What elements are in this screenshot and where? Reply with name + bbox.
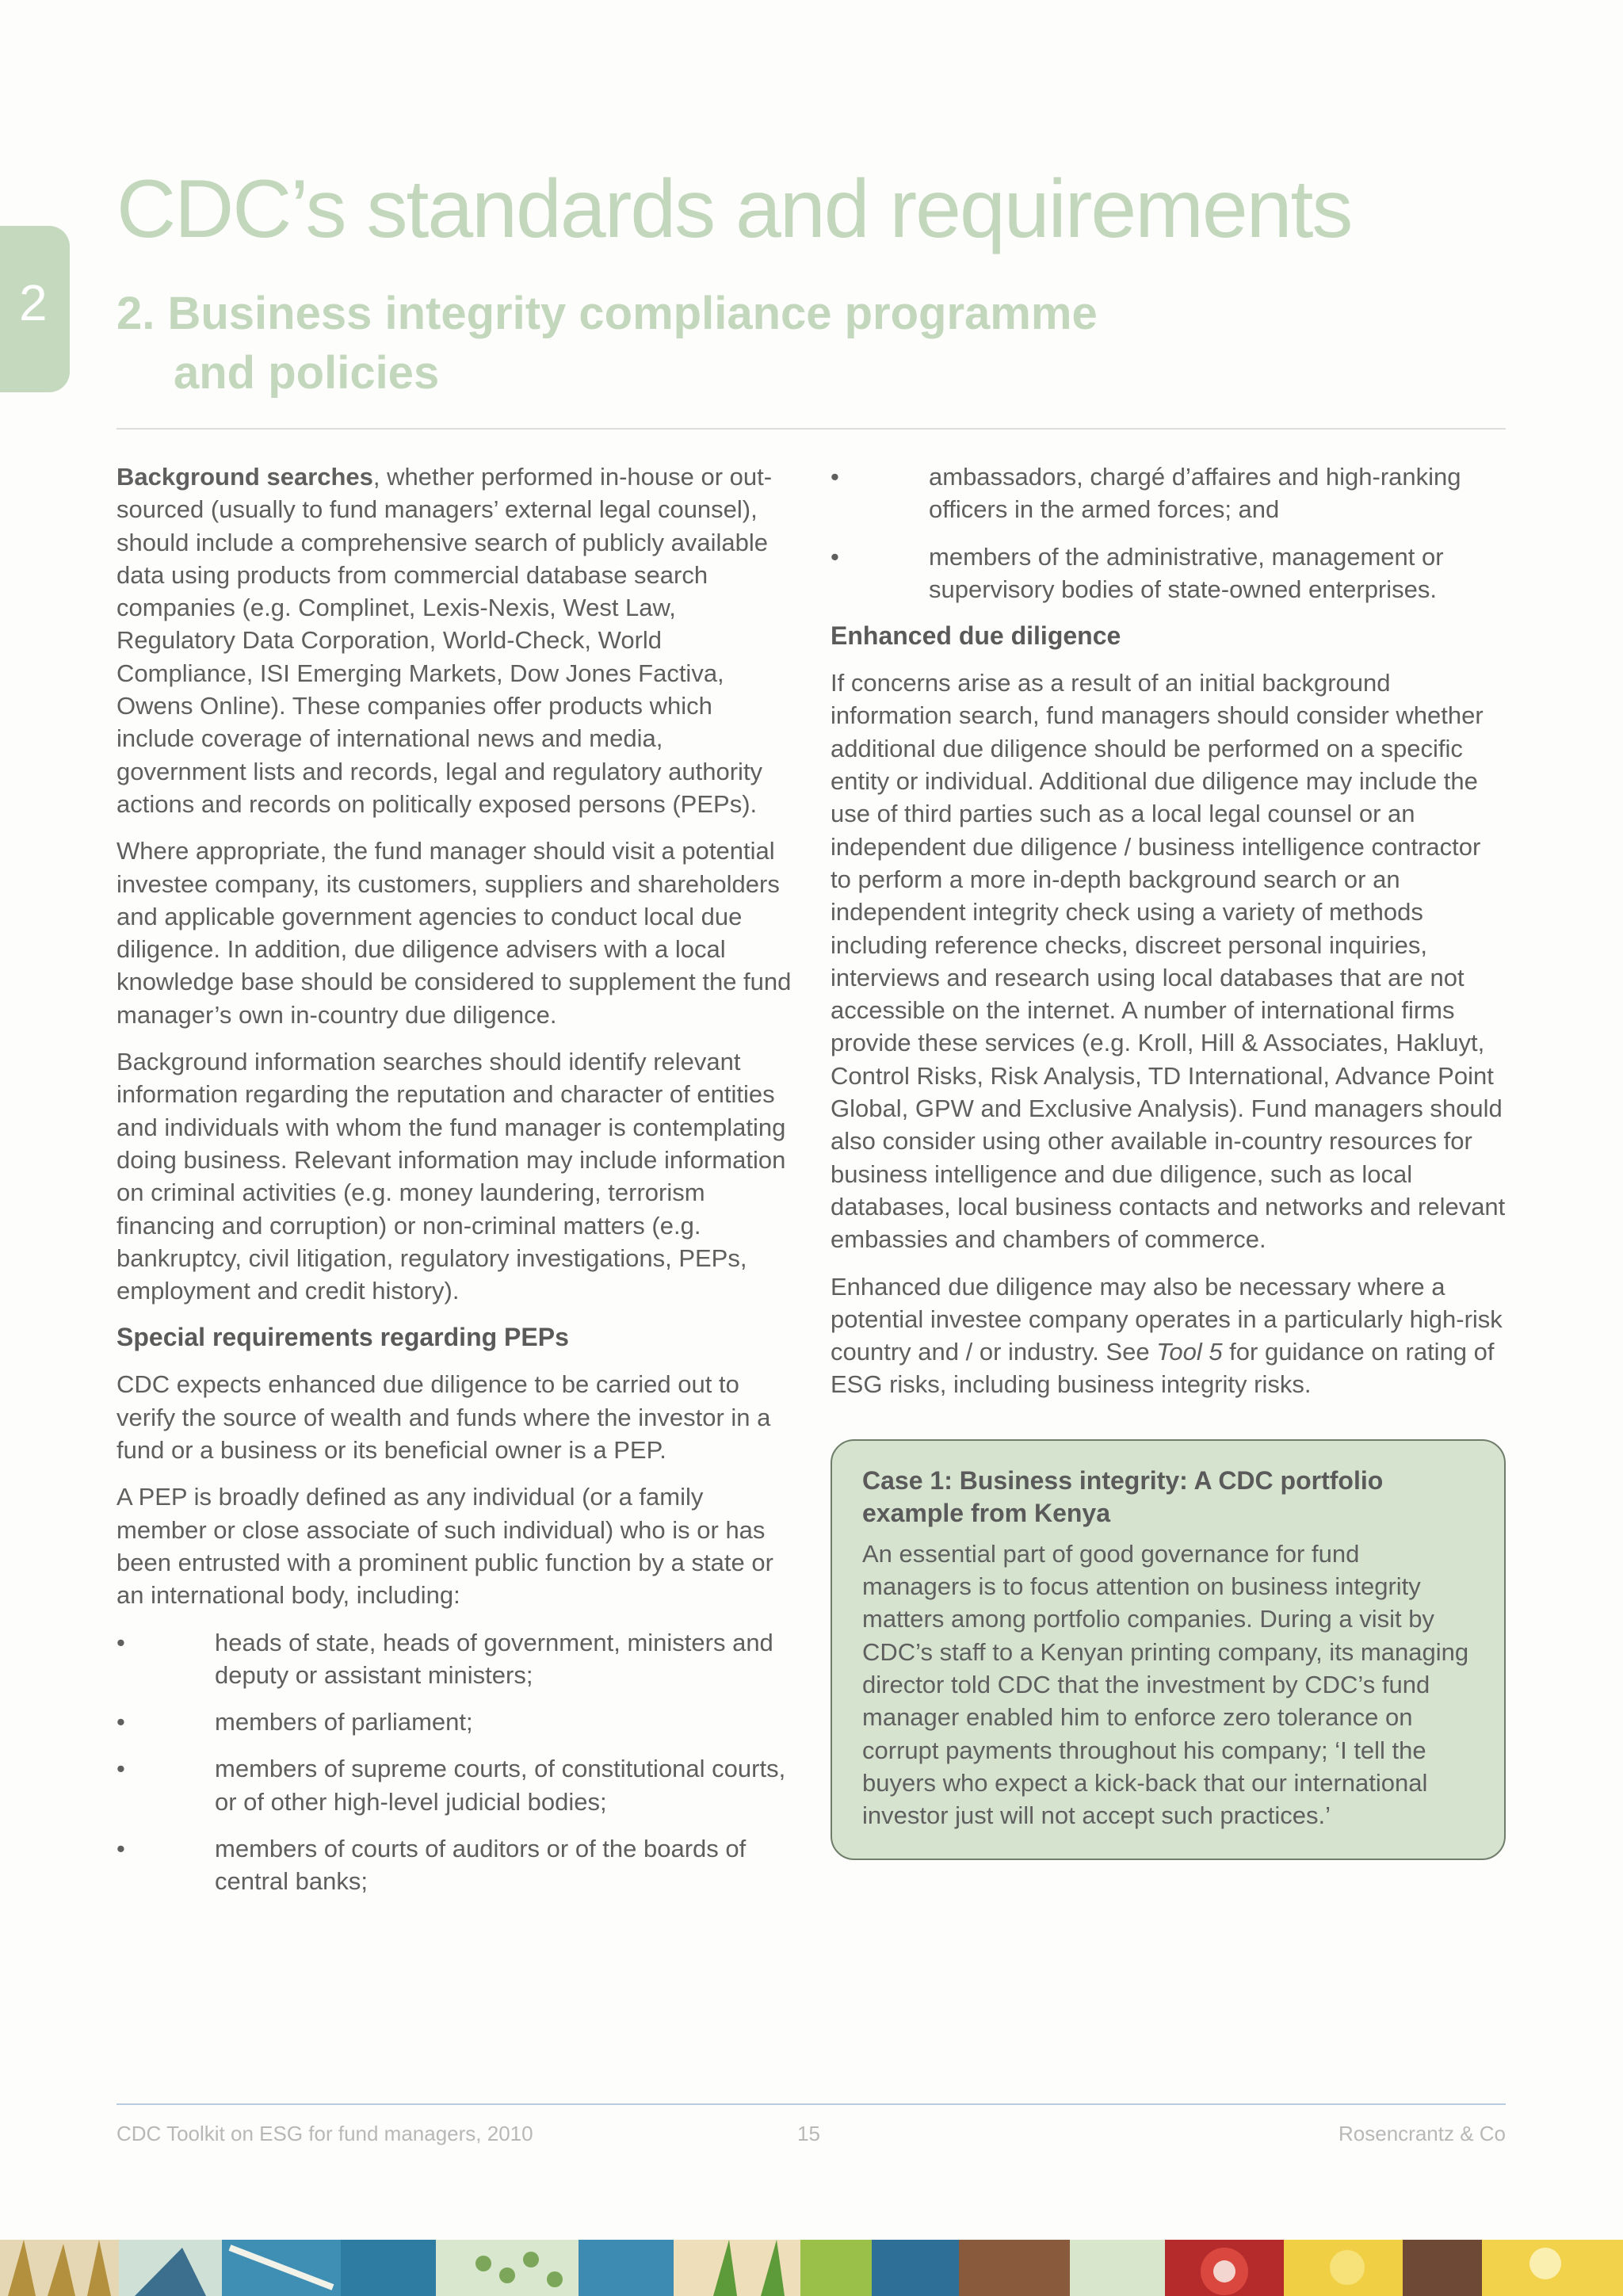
list-item: • members of courts of auditors or of the boards of central banks;	[116, 1832, 792, 1898]
heading-peps: Special requirements regarding PEPs	[116, 1323, 569, 1352]
paragraph-pep-definition: A PEP is broadly defined as any individual (or a family member or close associate of such individual) who is or has been entrusted with a prominent public function by a state or an international body, including:	[116, 1483, 773, 1610]
paragraph-background-searches: Background searches, whether performed in-house or out-sourced (usually to fund managers’ external legal counsel), should include a comprehensive search of publicly available data using products from commercial database search companies (e.g. Complinet, Lexis-Nexis, West Law, Regulatory Data Corporation, World-Check, World Compliance, ISI Emerging Markets, Dow Jones Factiva, Owens Online). These companies offer products which include coverage of international news and media, government lists and records, legal and regulatory authority actions and records on politically exposed persons (PEPs).	[116, 463, 773, 818]
bullet: •	[116, 1708, 125, 1736]
list-item: • members of parliament;	[116, 1706, 792, 1738]
decorative-pattern-strip	[0, 2240, 1623, 2296]
left-column	[116, 460, 792, 1912]
chapter-number: 2	[19, 274, 48, 331]
list-item: • members of the administrative, management or supervisory bodies of state-owned enterprises.	[831, 541, 1506, 606]
tool-reference: Tool 5	[1156, 1338, 1223, 1366]
paragraph-additional-due-diligence: If concerns arise as a result of an initial background information search, fund managers should consider whether additional due diligence should be performed on a specific entity or individual. Additional due diligence may include the use of third parties such as a local legal counsel or an independent due diligence / business intelligence contractor to perform a more in-depth background search or an independent integrity check using a variety of methods including reference checks, discreet personal inquiries, interviews and research using local databases that are not accessible on the internet. A number of international firms provide these services (e.g. Kroll, Hill & Associates, Hakluyt, Control Risks, Risk Analysis, TD International, Advance Point Global, GPW and Exclusive Analysis). Fund managers should also consider using other available in-country resources for business intelligence and due diligence, such as local databases, local business contacts and networks and relevant embassies and chambers of commerce.	[831, 669, 1506, 1254]
bullet: •	[831, 542, 839, 571]
case-study-title: Case 1: Business integrity: A CDC portfolio example from Kenya	[862, 1465, 1384, 1527]
pep-list	[116, 1626, 792, 1898]
bullet: •	[116, 1755, 125, 1783]
header-divider	[116, 428, 1506, 430]
paragraph-peps-edd: CDC expects enhanced due diligence to be carried out to verify the source of wealth and funds where the investor in a fund or a business or its beneficial owner is a PEP.	[116, 1370, 771, 1465]
bullet: •	[831, 463, 839, 491]
section-title-line1: 2. Business integrity compliance programme	[116, 288, 1098, 339]
bullet: •	[116, 1628, 125, 1656]
paragraph-information-searches: Background information searches should identify relevant information regarding the reputation and character of entities and individuals with whom the fund manager is contemplating doing business. Relevant information may include information on criminal activities (e.g. money laundering, terrorism financing and corruption) or non-criminal matters (e.g. bankruptcy, civil litigation, regulatory investigations, PEPs, employment and credit history).	[116, 1048, 786, 1305]
term-background-searches: Background searches	[116, 463, 373, 491]
pep-list-continued	[831, 460, 1506, 606]
paragraph-site-visits: Where appropriate, the fund manager should visit a potential investee company, its customers, suppliers and shareholders and applicable government agencies to conduct local due diligence. In addition, due diligence advisers with a local knowledge base should be considered to supplement the fund manager’s own in-country due diligence.	[116, 837, 792, 1029]
case-study-box	[831, 1439, 1506, 1861]
paragraph-high-risk: Enhanced due diligence may also be necessary where a potential investee company operates in a particularly high-risk country and / or industry. See Tool 5 for guidance on rating of ESG risks, including business integrity risks.	[831, 1272, 1503, 1399]
footer-divider	[116, 2103, 1506, 2105]
heading-enhanced-due-diligence: Enhanced due diligence	[831, 621, 1121, 651]
right-column	[831, 460, 1506, 1860]
list-item: • members of supreme courts, of constitutional courts, or of other high-level judicial bodies;	[116, 1752, 792, 1818]
section-title-line2: and policies	[174, 347, 440, 399]
page-number: 15	[797, 2122, 820, 2145]
footer-author: Rosencrantz & Co	[1338, 2122, 1506, 2145]
footer-publication: CDC Toolkit on ESG for fund managers, 2010	[116, 2122, 533, 2145]
section-title	[116, 284, 1098, 403]
bullet: •	[116, 1834, 125, 1862]
page-title: CDC’s standards and requirements	[116, 163, 1352, 255]
list-item: • heads of state, heads of government, ministers and deputy or assistant ministers;	[116, 1626, 792, 1692]
chapter-tab	[0, 226, 70, 392]
case-study-text: An essential part of good governance for fund managers is to focus attention on business integrity matters among portfolio companies. During a visit by CDC’s staff to a Kenyan printing company, its managing director told CDC that the investment by CDC’s fund manager enabled him to enforce zero tolerance on corrupt payments throughout his company; ‘I tell the buyers who expect a kick-back that our international investor just will not accept such practices.’	[862, 1539, 1469, 1830]
list-item: • ambassadors, chargé d’affaires and high-ranking officers in the armed forces; and	[831, 460, 1506, 526]
